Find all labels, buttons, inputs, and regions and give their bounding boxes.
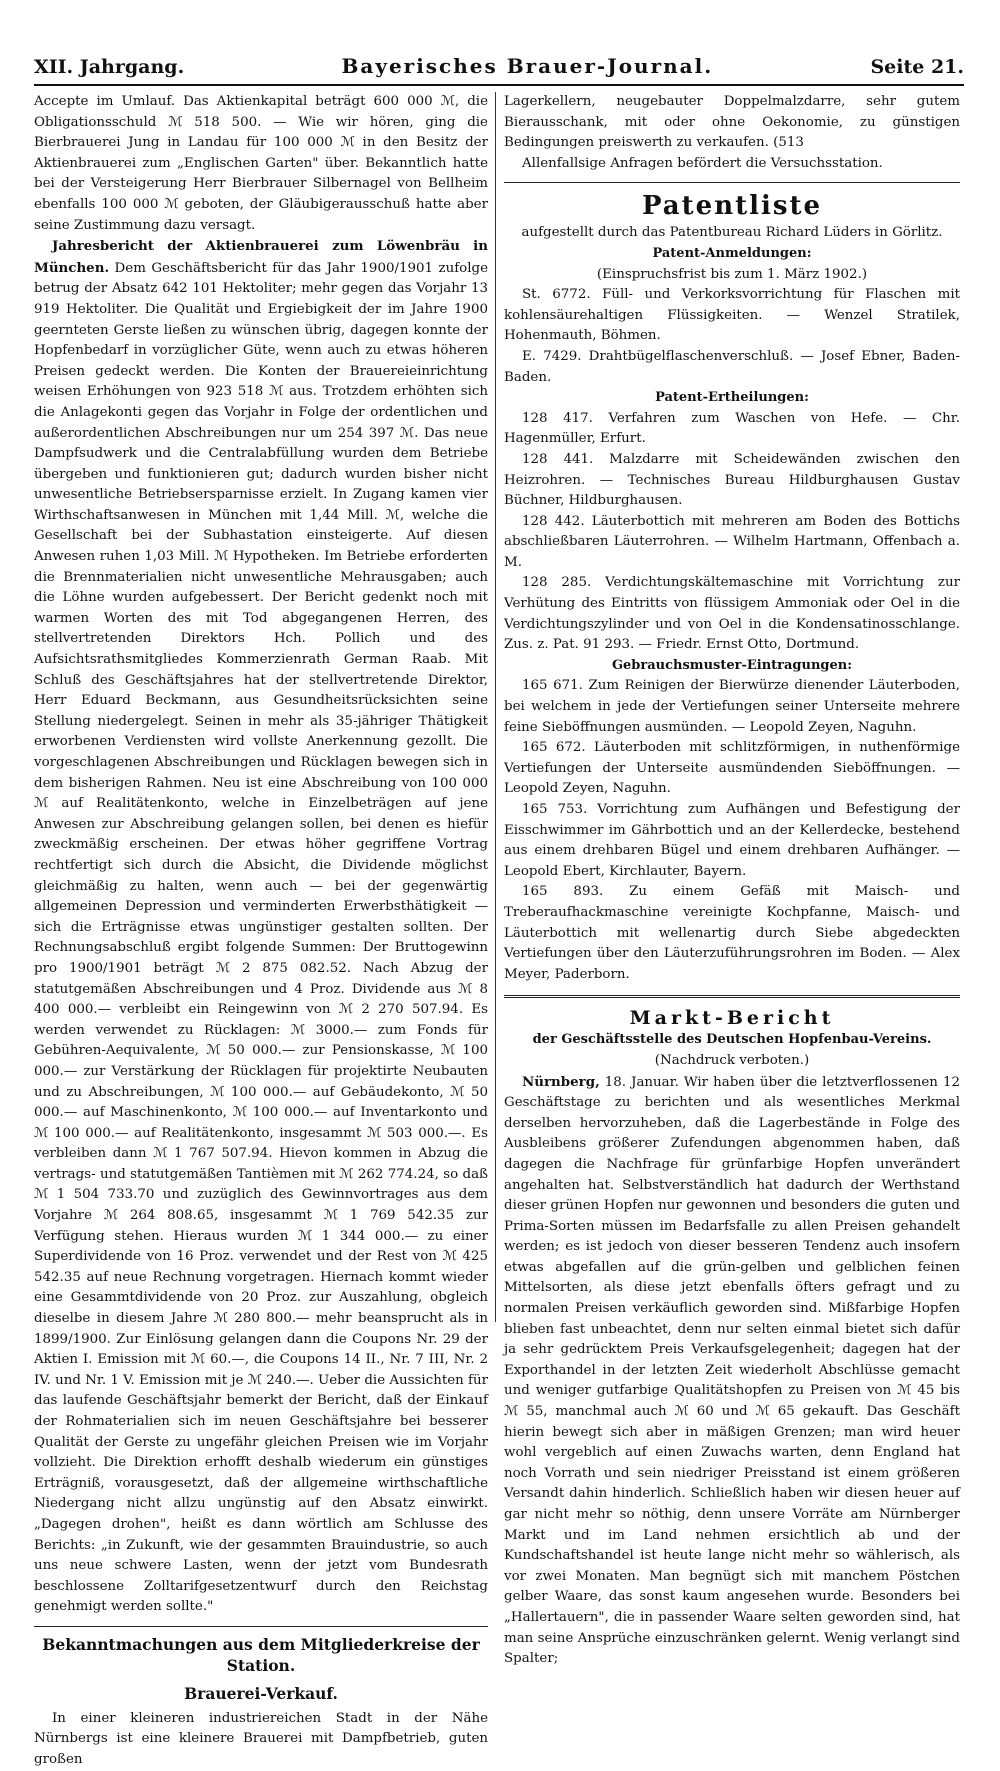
- market-report-subtitle: der Geschäftsstelle des Deutschen Hopfenbau-Vereins.: [532, 1032, 932, 1048]
- left-column: [34, 92, 488, 1767]
- column-rule: [495, 92, 496, 1322]
- page-number: Seite 21.: [870, 56, 964, 78]
- journal-title: Bayerisches Brauer-Journal.: [341, 54, 714, 78]
- market-report-note: (Nachdruck verboten.): [654, 1052, 810, 1068]
- patent-entry: 128 417. Verfahren zum Waschen von Hefe. — Chr. Hagenmüller, Erfurt.: [504, 410, 960, 447]
- patent-list-subtitle: aufgestellt durch das Patentbureau Richard Lüders in Görlitz.: [521, 225, 943, 241]
- section-title-bekanntmachungen: Bekanntmachungen aus dem Mitgliederkreise der Station.: [42, 1634, 480, 1675]
- patent-entry: St. 6772. Füll- und Verkorksvorrichtung für Flaschen mit kohlensäurehaltigen Flüssigkeiten. — Wenzel Stratilek, Hohenmauth, Böhmen.: [504, 287, 960, 344]
- page-header: [34, 52, 964, 86]
- right-column: [504, 92, 960, 1667]
- patent-entry: E. 7429. Drahtbügelflaschenverschluß. — Josef Ebner, Baden-Baden.: [504, 348, 960, 385]
- patent-entry: 165 671. Zum Reinigen der Bierwürze dienender Läuterboden, bei welchem in jede der Vertiefungen seiner Unterseite mehrere feine Sieböffnungen ausmünden. — Leopold Zeyen, Naguhn.: [504, 678, 960, 735]
- patent-entry: 128 441. Malzdarre mit Scheidewänden zwischen den Heizrohren. — Technisches Bureau Hildburghausen Gustav Büchner, Hildburghausen.: [504, 451, 960, 509]
- patent-entry: 165 672. Läuterboden mit schlitzförmigen, in nuthenförmige Vertiefungen der Unterseite ausmündenden Sieböffnungen. — Leopold Zeyen, Naguhn.: [504, 740, 960, 797]
- paragraph-anfragen: Allenfallsige Anfragen befördert die Versuchsstation.: [522, 155, 883, 171]
- paragraph-brauerei-verkauf: In einer kleineren industriereichen Stadt in der Nähe Nürnbergs ist eine kleinere Brauerei mit Dampfbetrieb, guten großen: [34, 1710, 488, 1767]
- volume-label: XII. Jahrgang.: [34, 56, 185, 78]
- market-report-city: Nürnberg,: [522, 1073, 600, 1090]
- anmeldungen-frist: (Einspruchsfrist bis zum 1. März 1902.): [596, 266, 868, 282]
- market-report-body: 18. Januar. Wir haben über die letztverflossenen 12 Geschäftstage zu berichten und als wesentliches Merkmal derselben hervorzuheben, daß die Lagerbestände in Folge des Ausbleibens größerer Zufendungen abgenommen haben, daß dagegen die Nachfrage für grünfarbige Hopfen unverändert angehalten hat. Selbstverständlich hat dadurch der Werthstand dieser grünen Hopfen nur gewonnen und besonders die guten und Prima-Sorten müssen im Bedarfsfalle zu allen Preisen gehandelt werden; es ist jedoch von dieser besseren Tendenz auch insofern etwas abgefallen auf die grün-gelben und gelblichen feinen Mittelsorten, als diese jetzt ebenfalls öfters gefragt und zu normalen Preisen verkäuflich geworden sind. Mißfarbige Hopfen blieben fast unbeachtet, denn nur selten einmal bietet sich dafür ja sehr gedrücktem Preis Verkaufsgelegenheit; dagegen hat der Exporthandel in der letzten Zeit wiederholt Abschlüsse gemacht und weniger gutfarbige Qualitätshopfen zu Preisen von ℳ 45 bis ℳ 55, manchmal auch ℳ 60 und ℳ 65 gekauft. Das Geschäft hierin bewegt sich aber in mäßigen Grenzen; man wird heuer wohl vergeblich auf einen Zuwachs warten, denn England hat noch Vorrath und sein niedriger Preisstand ist einem größeren Versandt dahin hinderlich. Schließlich haben wir diesen heuer auf gar nicht mehr so nöthig, denn unsere Vorräte am Nürnberger Markt und im Land nehmen ersichtlich ab und der Kundschaftshandel ist heute lange nicht mehr so wählerisch, als vor zwei Monaten. Man begnügt sich mit manchem Pöstchen gelber Waare, das sonst kaum angesehen wurde. Besonders bei „Hallertauern", die in passender Waare selten geworden sind, hat man seine Ansprüche einzuschränken gelernt. Wenig verlangt sind Spalter;: [504, 1074, 960, 1667]
- gebrauchsmuster-heading: Gebrauchsmuster-Eintragungen:: [611, 657, 853, 673]
- market-report-title: Markt-Bericht: [629, 1007, 835, 1030]
- anmeldungen-heading: Patent-Anmeldungen:: [652, 245, 812, 261]
- patent-entry: 128 285. Verdichtungskältemaschine mit Vorrichtung zur Verhütung des Eintritts von flüssigem Ammoniak oder Oel in die Verdichtungszylinder und von Oel in die Kondensatinosschlange. Zus. z. Pat. 91 293. — Friedr. Ernst Otto, Dortmund.: [504, 575, 960, 653]
- section-subtitle-brauerei-verkauf: Brauerei-Verkauf.: [184, 1684, 338, 1704]
- jahresbericht-heading: Jahresbericht der Aktienbrauerei zum Löwenbräu in München.: [34, 238, 488, 276]
- paragraph-verkauf-cont: Lagerkellern, neugebauter Doppelmalzdarre, sehr gutem Bierausschank, mit oder ohne Oekonomie, zu günstigen Bedingungen preiswerth zu verkaufen. (513: [504, 94, 960, 151]
- section-divider: [34, 1626, 488, 1627]
- paragraph-accepte: Accepte im Umlauf. Das Aktienkapital beträgt 600 000 ℳ, die Obligationsschuld ℳ 518 500. — Wie wir hören, ging die Bierbrauerei Jung in Landau für 100 000 ℳ in den Besitz der Aktienbrauerei zum „Englischen Garten" über. Bekanntlich hatte bei der Versteigerung Herr Bierbrauer Silbernagel von Bellheim ebenfalls 100 000 ℳ geboten, der Gläubigerausschuß hatte aber seine Zustimmung dazu versagt.: [34, 94, 488, 233]
- patent-entry: 165 753. Vorrichtung zum Aufhängen und Befestigung der Eisschwimmer im Gährbottich und an der Kellerdecke, bestehend aus einem drehbaren Bügel und einem drehbaren Aufhänger. — Leopold Ebert, Kirchlauter, Bayern.: [504, 802, 960, 879]
- patent-list-title: Patentliste: [641, 191, 823, 222]
- section-divider: [504, 995, 960, 998]
- patent-entry: 165 893. Zu einem Gefäß mit Maisch- und Treberaufhackmaschine vereinigte Kochpfanne, Maisch- und Läuterbottich mit wellenartig durch Siebe abgedeckten Vertiefungen über den Läuterzuführungsrohren im Boden. — Alex Meyer, Paderborn.: [504, 884, 960, 982]
- patent-entry: 128 442. Läuterbottich mit mehreren am Boden des Bottichs abschließbaren Läuterrohren. — Wilhelm Hartmann, Offenbach a. M.: [504, 513, 960, 570]
- paragraph-market-report: [504, 1072, 960, 1670]
- jahresbericht-body: Dem Geschäftsbericht für das Jahr 1900/1901 zufolge betrug der Absatz 642 101 Hektoliter; mehr gegen das Vorjahr 13 919 Hektoliter. Die Qualität und Ergiebigkeit der im Jahre 1900 geernteten Gerste ließen zu wünschen übrig, dagegen konnte der Hopfenbedarf in vorzüglicher Güte, wenn auch zu etwas höheren Preisen gedeckt werden. Die Konten der Brauereieinrichtung weisen Erhöhungen von 923 518 ℳ aus. Trotzdem erhöhten sich die Anlagekonti gegen das Vorjahr in Folge der ordentlichen und außerordentlichen Abschreibungen nur um 254 397 ℳ. Das neue Dampfsudwerk und die Centralabfüllung wurden dem Betriebe übergeben und funktionieren gut; dadurch wurden bisher nicht unwesentliche Betriebsersparnisse erzielt. In Zugang kamen vier Wirthschaftsanwesen in München mit 1,44 Mill. ℳ, welche die Gesellschaft bei der Subhastation einsteigerte. Auf diesen Anwesen ruhen 1,03 Mill. ℳ Hypotheken. Im Betriebe erforderten die Brennmaterialien nicht unwesentliche Mehrausgaben; auch die Löhne wurden aufgebessert. Der Bericht gedenkt noch mit warmen Worten des mit Tod abgegangenen Herren, des stellvertretenden Direktors Hch. Pollich und des Aufsichtsrathsmitgliedes Kommerzienrath German Raab. Mit Schluß des Geschäftsjahres hat der stellvertretende Direktor, Herr Eduard Beckmann, aus Gesundheitsrücksichten seine Stellung niedergelegt. Seinen in mehr als 35-jähriger Thätigkeit erworbenen Verdiensten wird vollste Anerkennung gezollt. Die vorgeschlagenen Abschreibungen und Rücklagen bewegen sich in dem bisherigen Rahmen. Neu ist eine Abschreibung von 100 000 ℳ auf Realitätenkonto, welche in Einzelbeträgen auf jene Anwesen zur Abschreibung gelangen sollen, bei denen es hiefür zweckmäßig erscheinen. Der etwas höher gegriffene Vortrag rechtfertigt sich durch die Absicht, die Dividende möglichst gleichmäßig zu halten, wenn auch — bei der gegenwärtig allgemeinen Depression und verminderten Erwerbsthätigkeit — sich die Erträgnisse etwas ungünstiger gestalten sollten. Der Rechnungsabschluß ergibt folgende Summen: Der Bruttogewinn pro 1900/1901 beträgt ℳ 2 875 082.52. Nach Abzug der statutgemäßen Abschreibungen und 4 Proz. Dividende aus ℳ 8 400 000.— verbleibt ein Reingewinn von ℳ 2 270 507.94. Es werden verwendet zu Rücklagen: ℳ 3000.— zum Fonds für Gebühren-Aequivalente, ℳ 50 000.— zur Pensionskasse, ℳ 100 000.— zur Verstärkung der Rücklagen für projektirte Neubauten und zu Abschreibungen, ℳ 100 000.— auf Gebäudekonto, ℳ 50 000.— auf Maschinenkonto, ℳ 100 000.— auf Inventarkonto und ℳ 100 000.— auf Realitätenkonto, insgesammt ℳ 503 000.—. Es verbleiben dann ℳ 1 767 507.94. Hievon kommen in Abzug die vertrags- und statutgemäßen Tantièmen mit ℳ 262 774.24, so daß ℳ 1 504 733.70 und zuzüglich des Gewinnvortrages aus dem Vorjahre ℳ 264 808.65, insgesammt ℳ 1 769 542.35 zur Verfügung stehen. Hieraus wurden ℳ 1 344 000.— zu einer Superdividende von 16 Proz. verwendet und der Rest von ℳ 425 542.35 auf neue Rechnung vorgetragen. Hiernach kommt wieder eine Gesammtdividende von 20 Proz. zur Auszahlung, obgleich dieselbe in diesem Jahre ℳ 280 800.— mehr beansprucht als in 1899/1900. Zur Einlösung gelangen dann die Coupons Nr. 29 der Aktien I. Emission mit ℳ 60.—, die Coupons 14 II., Nr. 7 III, Nr. 2 IV. und Nr. 1 V. Emission mit je ℳ 240.—. Ueber die Aussichten für das laufende Geschäftsjahr bemerkt der Bericht, daß der Einkauf der Rohmaterialien sich im neuen Geschäftsjahre bei besserer Qualität der Gerste zu ungefähr gleichen Preisen wie im Vorjahr vollzieht. Die Direktion erhofft deshalb wiederum ein günstiges Erträgniß, vorausgesetzt, daß der allgemeine wirthschaftliche Niedergang nicht allzu ungünstig auf den Absatz einwirkt. „Dagegen drohen", heißt es dann wörtlich am Schlusse des Berichts: „in Zukunft, wie der gesammten Brauindustrie, so auch uns neue schwere Lasten, wenn der jetzt vom Bundesrath beschlossene Zolltarifgesetzentwurf durch den Reichstag genehmigt werden sollte.": [34, 260, 488, 1615]
- section-divider: [504, 182, 960, 183]
- erteilungen-heading: Patent-Ertheilungen:: [655, 390, 809, 406]
- paragraph-jahresbericht: [34, 236, 488, 1618]
